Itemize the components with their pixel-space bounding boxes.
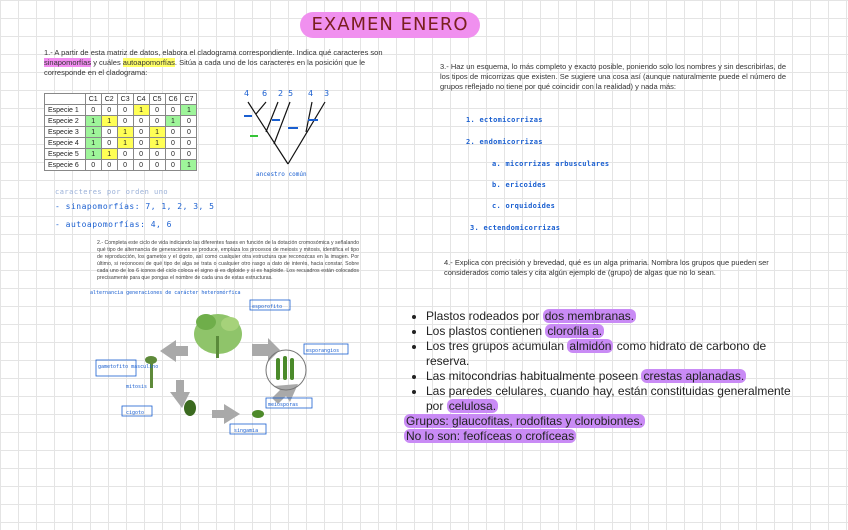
sporophyte-plant-icon — [194, 314, 242, 358]
q4-bullet-item — [426, 309, 794, 324]
matrix-cell: 1 — [181, 160, 197, 171]
matrix-row — [45, 138, 197, 149]
matrix-cell: 1 — [101, 116, 117, 127]
label-esporofito: esporofito — [252, 304, 283, 310]
bullet-text: Los plastos contienen — [426, 324, 546, 338]
bullet-highlight: almidón — [569, 339, 612, 353]
cladogram-label: 6 — [262, 89, 268, 98]
matrix-row — [45, 127, 197, 138]
matrix-row — [45, 149, 197, 160]
matrix-cell: 0 — [133, 127, 149, 138]
q1-text-c: . Sitúa a cada uno de los caracteres en la posición que le corresponde en el cladograma: — [44, 58, 366, 77]
cladogram-label: 5 — [288, 89, 294, 98]
q3-answer-2: 2. endomicorrizas — [466, 138, 543, 146]
cladogram-label: 4 — [308, 89, 314, 98]
bullet-highlight: crestas aplanadas. — [643, 369, 745, 383]
matrix-cell: 0 — [165, 160, 181, 171]
matrix-cell: 1 — [117, 127, 133, 138]
matrix-cell: 1 — [165, 116, 181, 127]
groups-text: Grupos: glaucofitas, rodofitas y clorobiontes. — [406, 414, 643, 428]
cladogram — [228, 86, 338, 180]
q1-text-a: 1.- A partir de esta matriz de datos, elabora el cladograma correspondiente. Indica qué caracteres son — [44, 48, 383, 57]
matrix-cell: 0 — [149, 105, 165, 116]
matrix-header: C2 — [101, 94, 117, 105]
q3-answer-2c: c. orquidoides — [492, 202, 556, 210]
zygote-icon — [184, 400, 196, 416]
q3-answer-1: 1. ectomicorrizas — [466, 116, 543, 124]
matrix-row-label: Especie 1 — [45, 105, 86, 116]
q4-answer-list — [404, 309, 794, 444]
matrix-cell: 1 — [85, 138, 101, 149]
matrix-cell: 1 — [85, 149, 101, 160]
label-meiosporas: meiosporas — [268, 402, 299, 408]
matrix-row-label: Especie 3 — [45, 127, 86, 138]
q4-bullet-item — [426, 384, 794, 414]
matrix-cell: 0 — [181, 138, 197, 149]
matrix-header: C4 — [133, 94, 149, 105]
matrix-cell: 1 — [85, 116, 101, 127]
matrix-cell: 0 — [149, 149, 165, 160]
matrix-header: C3 — [117, 94, 133, 105]
bullet-text: Plastos rodeados por — [426, 309, 543, 323]
matrix-cell: 0 — [181, 149, 197, 160]
bullet-text: Las paredes celulares, cuando hay, están constituidas generalmente por — [426, 384, 791, 413]
matrix-row-label: Especie 5 — [45, 149, 86, 160]
q4-groups-line — [404, 414, 794, 429]
matrix-cell: 0 — [181, 127, 197, 138]
matrix-cell: 0 — [117, 160, 133, 171]
matrix-cell: 1 — [149, 127, 165, 138]
matrix-cell: 0 — [85, 160, 101, 171]
q3-answer-3: 3. ectendomicorrizas — [470, 224, 561, 232]
question-1-text — [44, 48, 394, 78]
q1-sinapomorfias: sinapomorfías — [44, 58, 92, 67]
q4-bullets — [404, 309, 794, 414]
matrix-cell: 0 — [133, 138, 149, 149]
matrix-cell: 1 — [181, 105, 197, 116]
matrix-cell: 0 — [117, 149, 133, 160]
cladogram-top-labels — [244, 89, 329, 98]
label-gametofito: gametofito masculino — [98, 364, 159, 370]
matrix-cell: 0 — [101, 127, 117, 138]
matrix-row — [45, 160, 197, 171]
life-cycle-diagram — [90, 290, 350, 438]
matrix-row-label: Especie 2 — [45, 116, 86, 127]
matrix-cell: 0 — [101, 105, 117, 116]
matrix-row-label: Especie 4 — [45, 138, 86, 149]
matrix-cell: 0 — [85, 105, 101, 116]
character-matrix — [44, 93, 197, 171]
matrix-row-label: Especie 6 — [45, 160, 86, 171]
label-alternancia: alternancia generaciones de carácter heteromórfica — [90, 290, 241, 296]
bullet-highlight: clorofila a. — [547, 324, 603, 338]
page-title: EXAMEN ENERO — [300, 12, 480, 38]
q1-sinapomorfias-answer: - sinapomorfías: 7, 1, 2, 3, 5 — [55, 202, 215, 211]
gamete-icon — [252, 410, 264, 418]
q3-answer-2b: b. ericoides — [492, 181, 547, 189]
matrix-cell: 0 — [101, 138, 117, 149]
matrix-header: C5 — [149, 94, 165, 105]
label-esporangios: esporangios — [306, 348, 340, 354]
not-groups-text: No lo son: feofíceas o crofíceas — [406, 429, 575, 443]
cladogram-root-label: ancestro común — [256, 171, 307, 178]
matrix-cell: 0 — [165, 138, 181, 149]
matrix-cell: 0 — [165, 149, 181, 160]
matrix-cell: 0 — [165, 127, 181, 138]
bullet-text: Los tres grupos acumulan — [426, 339, 568, 353]
q4-bullet-item — [426, 324, 794, 339]
matrix-cell: 0 — [133, 116, 149, 127]
matrix-cell: 0 — [101, 160, 117, 171]
matrix-cell: 1 — [117, 138, 133, 149]
q1-text-b: y cuáles — [91, 58, 123, 67]
bullet-highlight: celulosa. — [448, 399, 497, 413]
matrix-header: C1 — [85, 94, 101, 105]
q1-autoapomorfias: autoapomorfías — [122, 58, 175, 67]
matrix-header: C7 — [181, 94, 197, 105]
matrix-cell: 0 — [133, 160, 149, 171]
question-4-text: 4.- Explica con precisión y brevedad, qué es un alga primaria. Nombra los grupos que pueden ser considerados como tales y cita algún ejemplo de (grupo) de algas que no lo sean. — [444, 258, 769, 277]
q4-bullet-item — [426, 369, 794, 384]
matrix-cell: 0 — [117, 116, 133, 127]
cladogram-label: 4 — [244, 89, 250, 98]
label-mitosis: mitosis — [126, 384, 148, 390]
question-3-text: 3.- Haz un esquema, lo más completo y exacto posible, poniendo solo los nombres y sin describirlas, de los tipos de micorrizas que existen. Se sugiere una cosa así (aunque naturalmente puede el número de grupos reflejado no tiene por qué coincidir con la realidad) y nada más: — [440, 62, 787, 91]
matrix-cell: 0 — [117, 105, 133, 116]
matrix-cell: 0 — [149, 160, 165, 171]
matrix-cell: 1 — [85, 127, 101, 138]
bullet-highlight: dos membranas. — [544, 309, 635, 323]
matrix-row — [45, 105, 197, 116]
label-singamia: singamia — [234, 428, 259, 434]
sporangia-detail-icon — [276, 356, 294, 380]
matrix-header — [45, 94, 86, 105]
matrix-cell: 1 — [149, 138, 165, 149]
matrix-header: C6 — [165, 94, 181, 105]
cladogram-branches — [248, 102, 325, 164]
q3-answer-2a: a. micorrizas arbusculares — [492, 160, 610, 168]
matrix-cell: 0 — [165, 105, 181, 116]
q1-autoapomorfias-answer: - autoapomorfías: 4, 6 — [55, 220, 172, 229]
q1-faded-note: caracteres por orden uno — [55, 188, 169, 196]
matrix-cell: 0 — [149, 116, 165, 127]
bullet-text: Las mitocondrias habitualmente poseen — [426, 369, 642, 383]
cladogram-label: 3 — [324, 89, 330, 98]
q4-not-line — [404, 429, 794, 444]
matrix-cell: 1 — [133, 105, 149, 116]
matrix-cell: 0 — [133, 149, 149, 160]
matrix-cell: 0 — [181, 116, 197, 127]
label-cigoto: cigoto — [126, 410, 145, 416]
question-2-text: 2.- Completa este ciclo de vida indicando las diferentes fases en función de la dotación cromosómica y señalando qué tipo de alternancia de generaciones se produce, emplaza los procesos de meiosis y mitosis, identifica el tipo de reproducción, los gametos y el cigoto, así como cualquier otra estructura que reconozcas en la imagen. Por último, si reconoces de qué tipo de alga se trata o cualquier otro rasgo a dato de interés, hacia constar. Sobre cada uno de los 6 iconos del ciclo coloca el signo si es diploide y si es haploide. Los recuadros están colocados precisamente para que pongas el nombre de cada una de estas estructuras. — [97, 240, 359, 281]
matrix-row — [45, 116, 197, 127]
q4-bullet-item — [426, 339, 794, 369]
bullet-text-after: como hidrato de carbono de reserva. — [426, 339, 767, 368]
cladogram-label: 2 — [278, 89, 284, 98]
matrix-cell: 1 — [101, 149, 117, 160]
